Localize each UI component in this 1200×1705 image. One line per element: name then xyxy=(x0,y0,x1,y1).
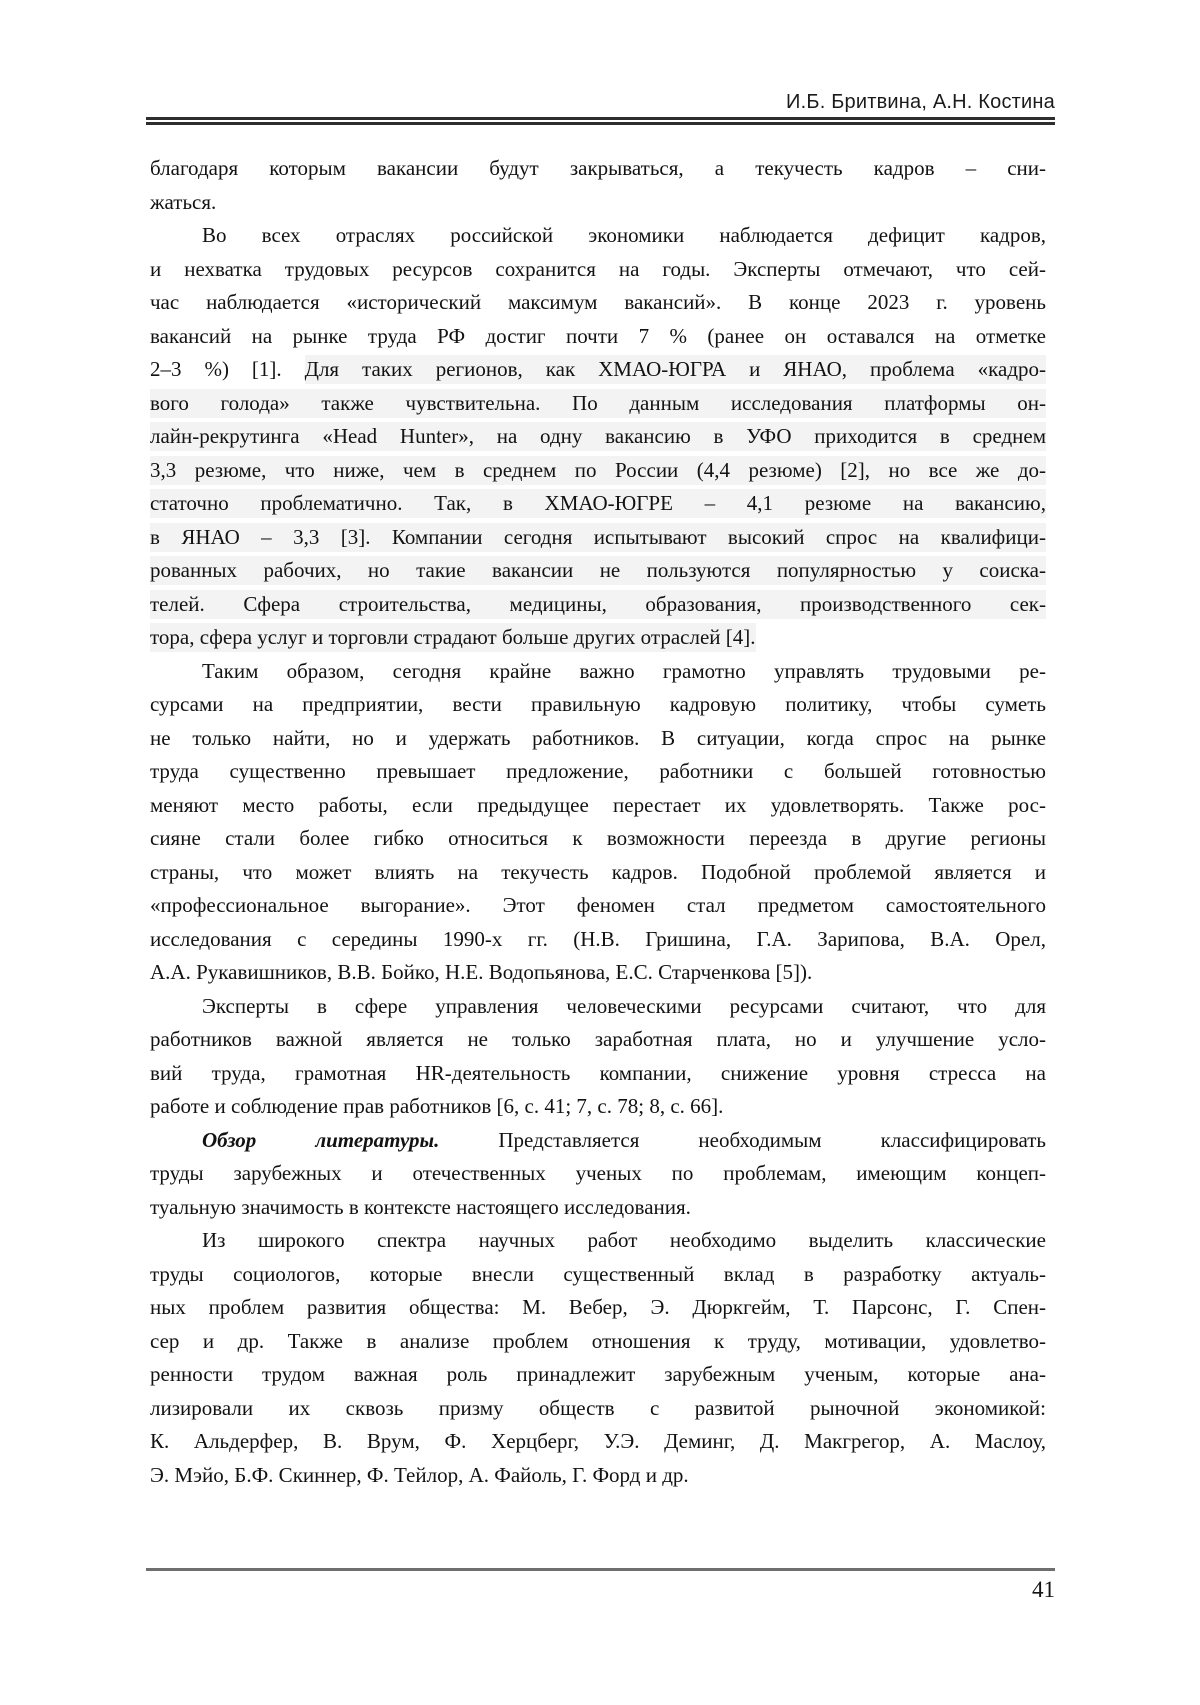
text-line xyxy=(150,621,1046,655)
text-line xyxy=(150,789,1046,823)
text-segment: жаться. xyxy=(150,189,217,214)
text-line xyxy=(150,554,1046,588)
text-segment: труда существенно превышает предложение, работники с большей готовностью xyxy=(150,759,1046,783)
text-line xyxy=(150,1425,1046,1459)
text-line xyxy=(150,1157,1046,1191)
text-line xyxy=(150,454,1046,488)
text-segment: сер и др. Также в анализе проблем отношения к труду, мотивации, удовлетво- xyxy=(150,1328,1046,1353)
text-line xyxy=(150,822,1046,856)
text-line xyxy=(150,1124,1046,1158)
text-segment: туальную значимость в контексте настоящего исследования. xyxy=(150,1194,691,1219)
text-line xyxy=(150,889,1046,923)
text-line xyxy=(150,1057,1046,1091)
text-segment: 2–3 %) [1]. xyxy=(150,357,305,381)
highlighted-text: вого голода» также чувствительна. По данным исследования платформы он- xyxy=(150,389,1046,418)
text-line xyxy=(150,956,1046,990)
text-segment: лизировали их сквозь призму обществ с развитой рыночной экономикой: xyxy=(150,1395,1046,1420)
text-segment: труды социологов, которые внесли существенный вклад в разработку актуаль- xyxy=(150,1261,1046,1286)
text-line xyxy=(150,856,1046,890)
text-segment: К. Альдерфер, В. Врум, Ф. Херцберг, У.Э. Деминг, Д. Макгрегор, А. Маслоу, xyxy=(150,1429,1046,1453)
text-line xyxy=(150,353,1046,387)
document-body xyxy=(150,152,1046,1492)
highlighted-text: статочно проблематично. Так, в ХМАО-ЮГРЕ – 4,1 резюме на вакансию, xyxy=(150,489,1046,518)
text-segment: страны, что может влиять на текучесть кадров. Подобной проблемой является и xyxy=(150,859,1046,884)
text-line xyxy=(150,387,1046,421)
text-line xyxy=(150,1291,1046,1325)
text-line xyxy=(150,186,1046,220)
highlighted-text: тора, сфера услуг и торговли страдают больше других отраслей [4]. xyxy=(150,623,756,652)
text-segment: сияне стали более гибко относиться к возможности переезда в другие регионы xyxy=(150,826,1046,850)
text-segment: труды зарубежных и отечественных ученых по проблемам, имеющим концеп- xyxy=(150,1161,1046,1185)
text-line xyxy=(150,420,1046,454)
text-line xyxy=(150,320,1046,354)
highlighted-text: лайн-рекрутинга «Head Hunter», на одну вакансию в УФО приходится в среднем xyxy=(150,422,1046,451)
text-segment: Во всех отраслях российской экономики наблюдается дефицит кадров, xyxy=(202,223,1046,247)
text-segment: сурсами на предприятии, вести правильную кадровую политику, чтобы суметь xyxy=(150,692,1046,716)
text-segment: исследования с середины 1990-х гг. (Н.В. Гришина, Г.А. Зарипова, В.А. Орел, xyxy=(150,926,1046,951)
text-line xyxy=(150,1459,1046,1493)
text-line xyxy=(150,152,1046,186)
text-line xyxy=(150,1392,1046,1426)
text-segment: ренности трудом важная роль принадлежит зарубежным ученым, которые ана- xyxy=(150,1362,1046,1386)
text-segment: Таким образом, сегодня крайне важно грамотно управлять трудовыми ре- xyxy=(202,658,1046,683)
text-segment: работе и соблюдение прав работников [6, с. 41; 7, с. 78; 8, с. 66]. xyxy=(150,1094,724,1118)
text-segment: вакансий на рынке труда РФ достиг почти 7 % (ранее он оставался на отметке xyxy=(150,323,1046,348)
text-segment: Обзор литературы. xyxy=(202,1127,440,1152)
text-line xyxy=(150,1358,1046,1392)
highlighted-text: телей. Сфера строительства, медицины, образования, производственного сек- xyxy=(150,590,1046,619)
text-line xyxy=(150,286,1046,320)
text-segment: Э. Мэйо, Б.Ф. Скиннер, Ф. Тейлор, А. Файоль, Г. Форд и др. xyxy=(150,1462,689,1487)
text-line xyxy=(150,253,1046,287)
text-segment: ных проблем развития общества: М. Вебер, Э. Дюркгейм, Т. Парсонс, Г. Спен- xyxy=(150,1295,1046,1319)
text-line xyxy=(150,487,1046,521)
text-segment: Из широкого спектра научных работ необходимо выделить классические xyxy=(202,1228,1046,1252)
text-line xyxy=(150,521,1046,555)
text-line xyxy=(150,755,1046,789)
text-line xyxy=(150,1090,1046,1124)
text-line xyxy=(150,990,1046,1024)
text-segment: Эксперты в сфере управления человеческими ресурсами считают, что для xyxy=(202,993,1046,1018)
running-head-authors: И.Б. Бритвина, А.Н. Костина xyxy=(786,91,1055,113)
page-header xyxy=(146,90,1055,114)
footer-rule xyxy=(146,1568,1055,1571)
text-segment: «профессиональное выгорание». Этот феномен стал предметом самостоятельного xyxy=(150,893,1046,917)
text-line xyxy=(150,1191,1046,1225)
highlighted-text: рованных рабочих, но такие вакансии не пользуются популярностью у соиска- xyxy=(150,556,1046,585)
text-line xyxy=(150,1258,1046,1292)
text-segment: работников важной является не только заработная плата, но и улучшение усло- xyxy=(150,1027,1046,1051)
text-line xyxy=(150,588,1046,622)
text-segment: не только найти, но и удержать работников. В ситуации, когда спрос на рынке xyxy=(150,725,1046,750)
text-segment: вий труда, грамотная HR-деятельность компании, снижение уровня стресса на xyxy=(150,1060,1046,1085)
page-number: 41 xyxy=(1032,1577,1055,1602)
text-line xyxy=(150,655,1046,689)
text-segment: благодаря которым вакансии будут закрываться, а текучесть кадров – сни- xyxy=(150,156,1046,180)
text-line xyxy=(150,1325,1046,1359)
text-segment: час наблюдается «исторический максимум вакансий». В конце 2023 г. уровень xyxy=(150,290,1046,314)
text-line xyxy=(150,923,1046,957)
text-line xyxy=(150,219,1046,253)
text-segment: и нехватка трудовых ресурсов сохранится на годы. Эксперты отмечают, что сей- xyxy=(150,256,1046,281)
text-line xyxy=(150,722,1046,756)
text-segment: Представляется необходимым классифицировать xyxy=(439,1127,1046,1152)
highlighted-text: Для таких регионов, как ХМАО-ЮГРА и ЯНАО, проблема «кадро- xyxy=(305,355,1046,384)
text-line xyxy=(150,1224,1046,1258)
text-line xyxy=(150,688,1046,722)
highlighted-text: 3,3 резюме, что ниже, чем в среднем по России (4,4 резюме) [2], но все же до- xyxy=(150,456,1046,485)
text-line xyxy=(150,1023,1046,1057)
highlighted-text: в ЯНАО – 3,3 [3]. Компании сегодня испытывают высокий спрос на квалифици- xyxy=(150,523,1046,552)
text-segment: меняют место работы, если предыдущее перестает их удовлетворять. Также рос- xyxy=(150,792,1046,817)
text-segment: А.А. Рукавишников, В.В. Бойко, Н.Е. Водопьянова, Е.С. Старченкова [5]). xyxy=(150,960,813,984)
header-rule xyxy=(146,117,1055,125)
